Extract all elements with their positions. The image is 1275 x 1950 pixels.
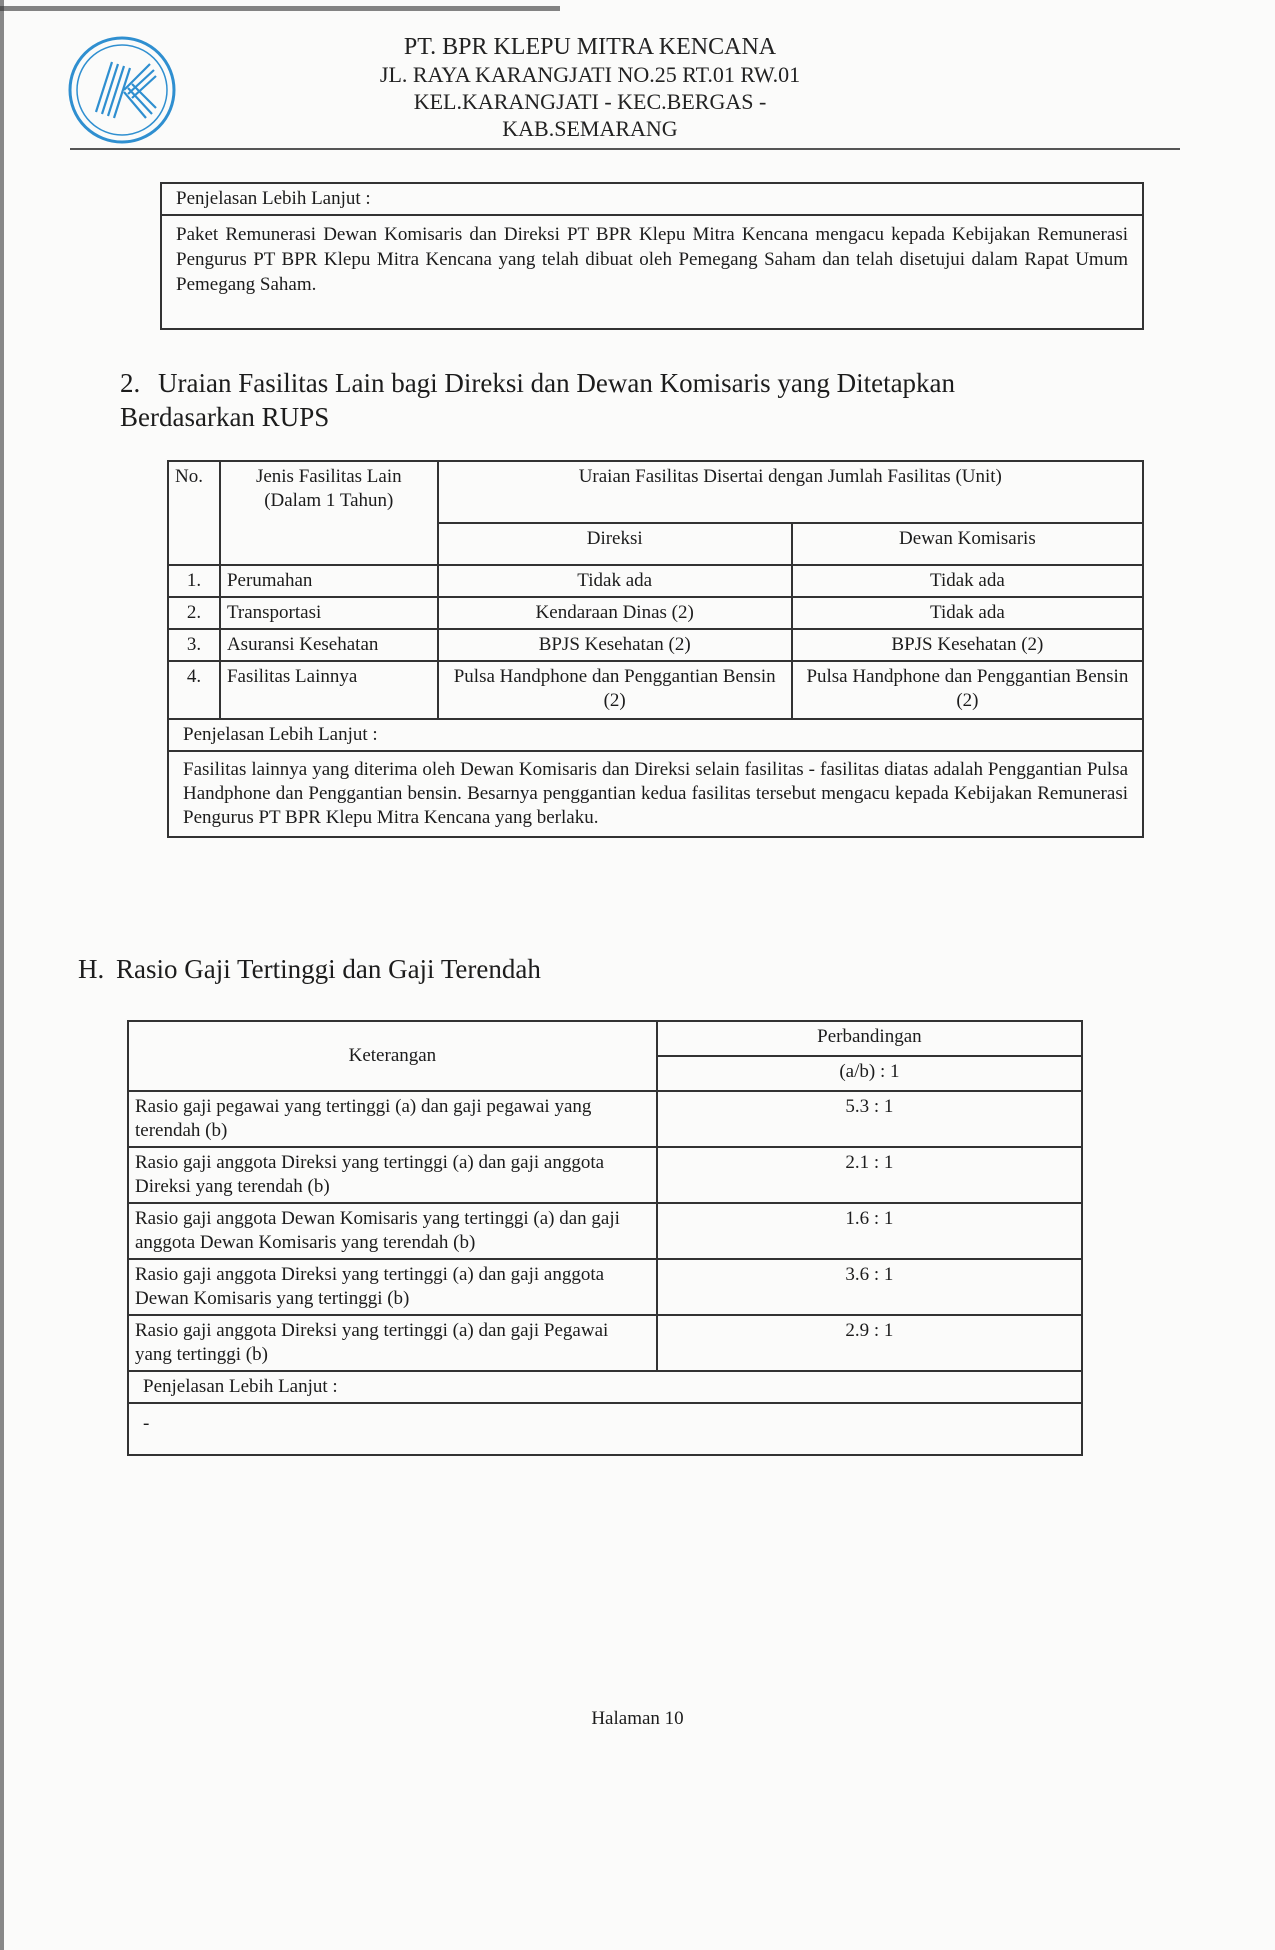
- ratio-keterangan: Rasio gaji anggota Direksi yang tertinggi (a) dan gaji anggota Dewan Komisaris yang tertinggi (b): [128, 1259, 657, 1315]
- page-number: Halaman 10: [591, 1708, 684, 1729]
- ratio-value: 2.1 : 1: [657, 1147, 1082, 1203]
- table-row: [128, 1315, 1082, 1371]
- company-address-line-2: KEL.KARANGJATI - KEC.BERGAS -: [413, 89, 767, 114]
- remuneration-note-box: [160, 182, 1144, 330]
- company-logo-icon: [66, 34, 178, 146]
- facility-no: 3.: [168, 629, 220, 661]
- ratio-value: 1.6 : 1: [657, 1203, 1082, 1259]
- ratio-value: 2.9 : 1: [657, 1315, 1082, 1371]
- facility-jenis: Transportasi: [220, 597, 438, 629]
- facilities-header-jenis: Jenis Fasilitas Lain (Dalam 1 Tahun): [220, 461, 438, 565]
- remuneration-note-text: Paket Remunerasi Dewan Komisaris dan Direksi PT BPR Klepu Mitra Kencana mengacu kepada Kebijakan Remunerasi Pengurus PT BPR Klepu Mitra Kencana yang telah dibuat oleh Pemegang Saham dan telah disetujui dalam Rapat Umum Pemegang Saham.: [176, 224, 1128, 295]
- facilities-header-no: No.: [168, 461, 220, 565]
- salary-ratio-table: [127, 1020, 1083, 1456]
- facilities-note-text: Fasilitas lainnya yang diterima oleh Dewan Komisaris dan Direksi selain fasilitas - fasilitas diatas adalah Penggantian Pulsa Handphone dan Penggantian bensin. Besarnya penggantian kedua fasilitas tersebut mengacu kepada Kebijakan Remunerasi Pengurus PT BPR Klepu Mitra Kencana yang berlaku.: [168, 751, 1143, 837]
- table-row: [128, 1091, 1082, 1147]
- section-h-letter: H.: [78, 954, 105, 984]
- facility-jenis: Fasilitas Lainnya: [220, 661, 438, 719]
- table-row: [168, 661, 1143, 719]
- ratio-value: 3.6 : 1: [657, 1259, 1082, 1315]
- ratio-note-label: Penjelasan Lebih Lanjut :: [128, 1371, 1082, 1403]
- section-2-heading: [120, 366, 1080, 434]
- section-h-title: Rasio Gaji Tertinggi dan Gaji Terendah: [116, 954, 541, 984]
- facility-komisaris: BPJS Kesehatan (2): [792, 629, 1143, 661]
- facility-direksi: BPJS Kesehatan (2): [438, 629, 792, 661]
- ratio-header-keterangan: Keterangan: [128, 1021, 657, 1091]
- section-2-title: Uraian Fasilitas Lain bagi Direksi dan Dewan Komisaris yang Ditetapkan Berdasarkan RUPS: [120, 368, 956, 432]
- facility-direksi: Pulsa Handphone dan Penggantian Bensin (2): [438, 661, 792, 719]
- section-2-number: 2.: [120, 368, 141, 398]
- facilities-header-direksi: Direksi: [438, 523, 792, 565]
- facility-no: 1.: [168, 565, 220, 597]
- ratio-value: 5.3 : 1: [657, 1091, 1082, 1147]
- ratio-header-perbandingan: Perbandingan: [657, 1021, 1082, 1056]
- ratio-keterangan: Rasio gaji anggota Direksi yang tertinggi (a) dan gaji Pegawai yang tertinggi (b): [128, 1315, 657, 1371]
- ratio-header-formula: (a/b) : 1: [657, 1056, 1082, 1091]
- table-row: [128, 1203, 1082, 1259]
- ratio-keterangan: Rasio gaji pegawai yang tertinggi (a) dan gaji pegawai yang terendah (b): [128, 1091, 657, 1147]
- table-row: [168, 597, 1143, 629]
- section-h-heading: [78, 952, 878, 986]
- facility-komisaris: Tidak ada: [792, 565, 1143, 597]
- company-address-line-1: JL. RAYA KARANGJATI NO.25 RT.01 RW.01: [379, 62, 801, 87]
- facility-no: 4.: [168, 661, 220, 719]
- company-address-line-3: KAB.SEMARANG: [502, 116, 678, 141]
- facility-no: 2.: [168, 597, 220, 629]
- scan-edge-shadow: [0, 0, 4, 1950]
- company-info: [330, 34, 850, 142]
- table-row: [168, 629, 1143, 661]
- facility-direksi: Tidak ada: [438, 565, 792, 597]
- table-row: [128, 1259, 1082, 1315]
- facilities-note-label: Penjelasan Lebih Lanjut :: [168, 719, 1143, 751]
- remuneration-note-label: Penjelasan Lebih Lanjut :: [162, 184, 1142, 216]
- facilities-header-uraian: Uraian Fasilitas Disertai dengan Jumlah Fasilitas (Unit): [438, 461, 1143, 523]
- table-row: [168, 565, 1143, 597]
- facility-direksi: Kendaraan Dinas (2): [438, 597, 792, 629]
- facility-jenis: Perumahan: [220, 565, 438, 597]
- ratio-keterangan: Rasio gaji anggota Direksi yang tertinggi (a) dan gaji anggota Direksi yang terendah (b): [128, 1147, 657, 1203]
- facility-komisaris: Pulsa Handphone dan Penggantian Bensin (2): [792, 661, 1143, 719]
- facility-komisaris: Tidak ada: [792, 597, 1143, 629]
- facility-jenis: Asuransi Kesehatan: [220, 629, 438, 661]
- facilities-table: [167, 460, 1144, 838]
- company-name: PT. BPR KLEPU MITRA KENCANA: [403, 34, 777, 60]
- letterhead-divider: [70, 148, 1180, 150]
- ratio-note-text: -: [128, 1403, 1082, 1455]
- letterhead: [60, 26, 1180, 156]
- ratio-keterangan: Rasio gaji anggota Dewan Komisaris yang tertinggi (a) dan gaji anggota Dewan Komisaris yang terendah (b): [128, 1203, 657, 1259]
- facilities-header-komisaris: Dewan Komisaris: [792, 523, 1143, 565]
- table-row: [128, 1147, 1082, 1203]
- scan-top-shadow: [0, 6, 560, 11]
